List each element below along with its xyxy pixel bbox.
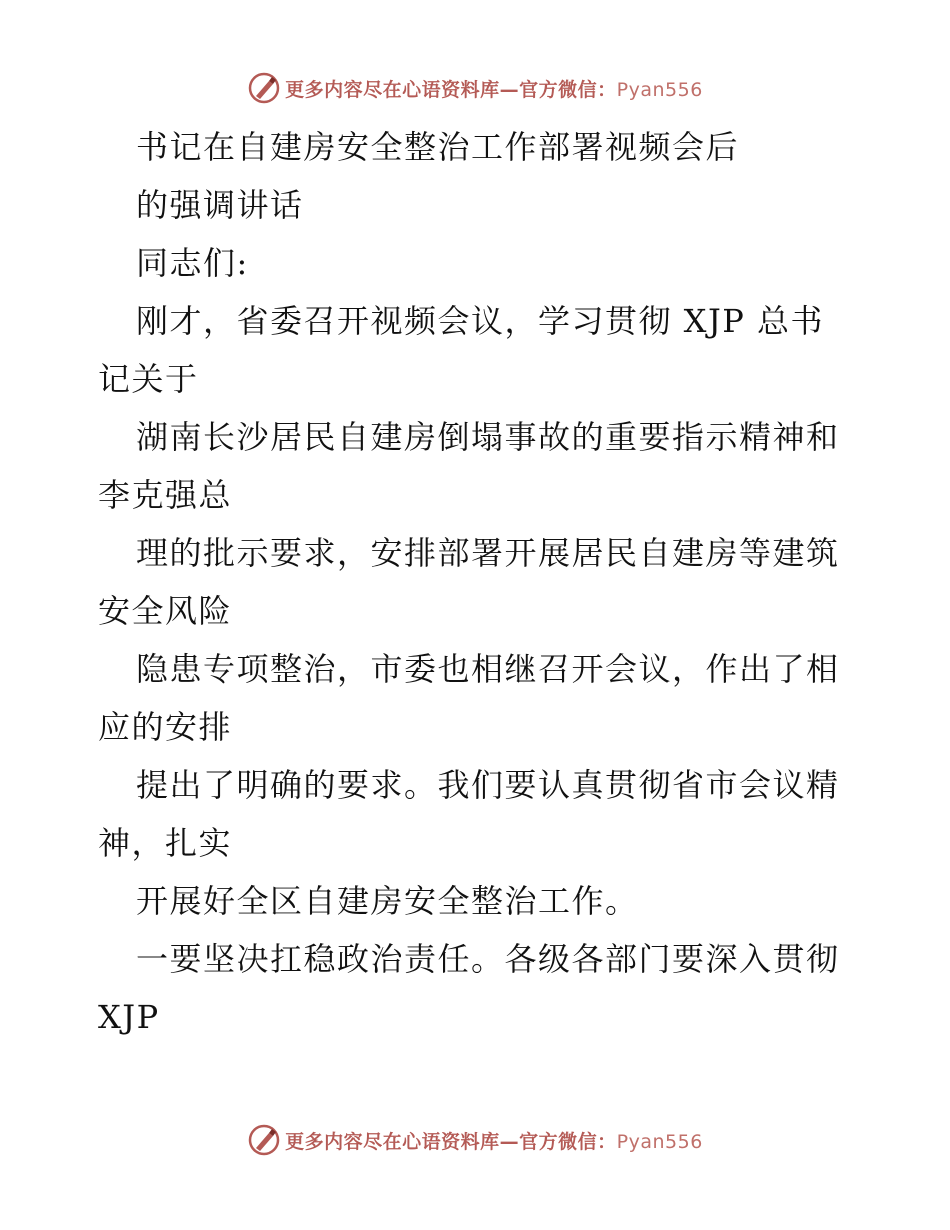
banner-text: 更多内容尽在心语资料库—官方微信：Pyan556 (285, 78, 703, 101)
doc-line: XJP (98, 998, 160, 1036)
doc-line: 同志们: (136, 244, 249, 282)
pen-logo-icon (247, 1123, 281, 1157)
banner-text: 更多内容尽在心语资料库—官方微信：Pyan556 (285, 1130, 703, 1153)
doc-line: 隐患专项整治，市委也相继召开会议，作出了相 (136, 650, 840, 688)
doc-line: 理的批示要求，安排部署开展居民自建房等建筑 (136, 534, 840, 572)
wechat-id: Pyan556 (616, 78, 703, 101)
wechat-id: Pyan556 (616, 1130, 703, 1153)
document-body (98, 118, 858, 1046)
doc-line: 神，扎实 (98, 824, 233, 862)
doc-line: 一要坚决扛稳政治责任。各级各部门要深入贯彻 (136, 940, 840, 978)
doc-line: 书记在自建房安全整治工作部署视频会后 (136, 128, 740, 166)
pen-logo-icon (247, 71, 281, 105)
doc-line: 记关于 (98, 360, 199, 398)
doc-line: 湖南长沙居民自建房倒塌事故的重要指示精神和 (136, 418, 840, 456)
doc-line: 应的安排 (98, 708, 233, 746)
header-banner (0, 68, 950, 108)
doc-line: 的强调讲话 (136, 186, 304, 224)
doc-line: 安全风险 (98, 592, 233, 630)
doc-line: 开展好全区自建房安全整治工作。 (136, 882, 639, 920)
doc-line: 刚才，省委召开视频会议，学习贯彻 XJP 总书 (136, 302, 824, 340)
doc-line: 李克强总 (98, 476, 233, 514)
footer-banner (0, 1120, 950, 1160)
doc-line: 提出了明确的要求。我们要认真贯彻省市会议精 (136, 766, 840, 804)
